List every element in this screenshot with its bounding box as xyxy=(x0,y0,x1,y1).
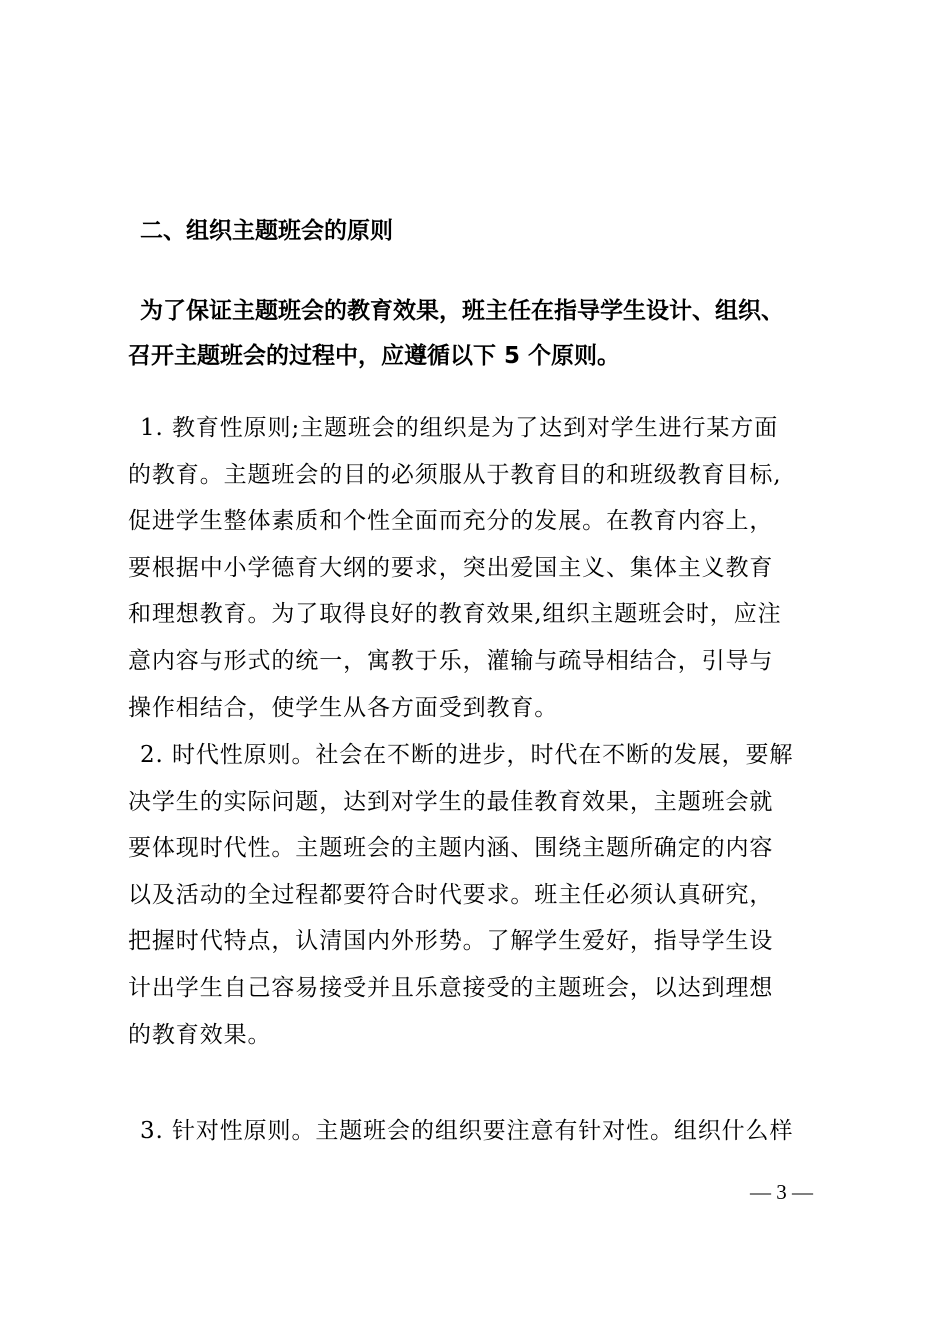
paragraph-line: 把握时代特点，认清国内外形势。了解学生爱好，指导学生设 xyxy=(128,928,774,955)
page-number: — 3 — xyxy=(750,1180,813,1204)
paragraph-line: 和理想教育。为了取得良好的教育效果,组织主题班会时，应注 xyxy=(128,601,782,628)
intro-line: 召开主题班会的过程中，应遵循以下 5 个原则。 xyxy=(128,343,621,369)
paragraph-line: 2. 时代性原则。社会在不断的进步，时代在不断的发展，要解 xyxy=(140,742,794,768)
paragraph-line: 1. 教育性原则;主题班会的组织是为了达到对学生进行某方面 xyxy=(140,415,779,441)
paragraph-line: 要体现时代性。主题班会的主题内涵、围绕主题所确定的内容 xyxy=(128,835,774,862)
paragraph-line: 促进学生整体素质和个性全面而充分的发展。在教育内容上， xyxy=(128,508,774,535)
principle-2-paragraph xyxy=(128,732,858,1058)
paragraph-line: 计出学生自己容易接受并且乐意接受的主题班会，以达到理想 xyxy=(128,974,774,1001)
intro-line: 为了保证主题班会的教育效果，班主任在指导学生设计、组织、 xyxy=(140,298,784,324)
paragraph-line: 意内容与形式的统一，寓教于乐，灌输与疏导相结合，引导与 xyxy=(128,647,774,674)
principle-3-paragraph xyxy=(128,1108,858,1155)
paragraph-line: 以及活动的全过程都要符合时代要求。班主任必须认真研究， xyxy=(128,881,774,908)
paragraph-line: 的教育效果。 xyxy=(128,1021,272,1048)
principle-1-paragraph xyxy=(128,405,858,731)
paragraph-line: 要根据中小学德育大纲的要求，突出爱国主义、集体主义教育 xyxy=(128,554,774,581)
paragraph-line: 的教育。主题班会的目的必须服从于教育目的和班级教育目标, xyxy=(128,461,782,488)
paragraph-line: 操作相结合，使学生从各方面受到教育。 xyxy=(128,694,559,721)
paragraph-line: 3. 针对性原则。主题班会的组织要注意有针对性。组织什么样 xyxy=(140,1118,794,1144)
intro-paragraph xyxy=(128,289,858,379)
section-heading: 二、组织主题班会的原则 xyxy=(140,218,393,244)
paragraph-line: 决学生的实际问题，达到对学生的最佳教育效果，主题班会就 xyxy=(128,788,774,815)
